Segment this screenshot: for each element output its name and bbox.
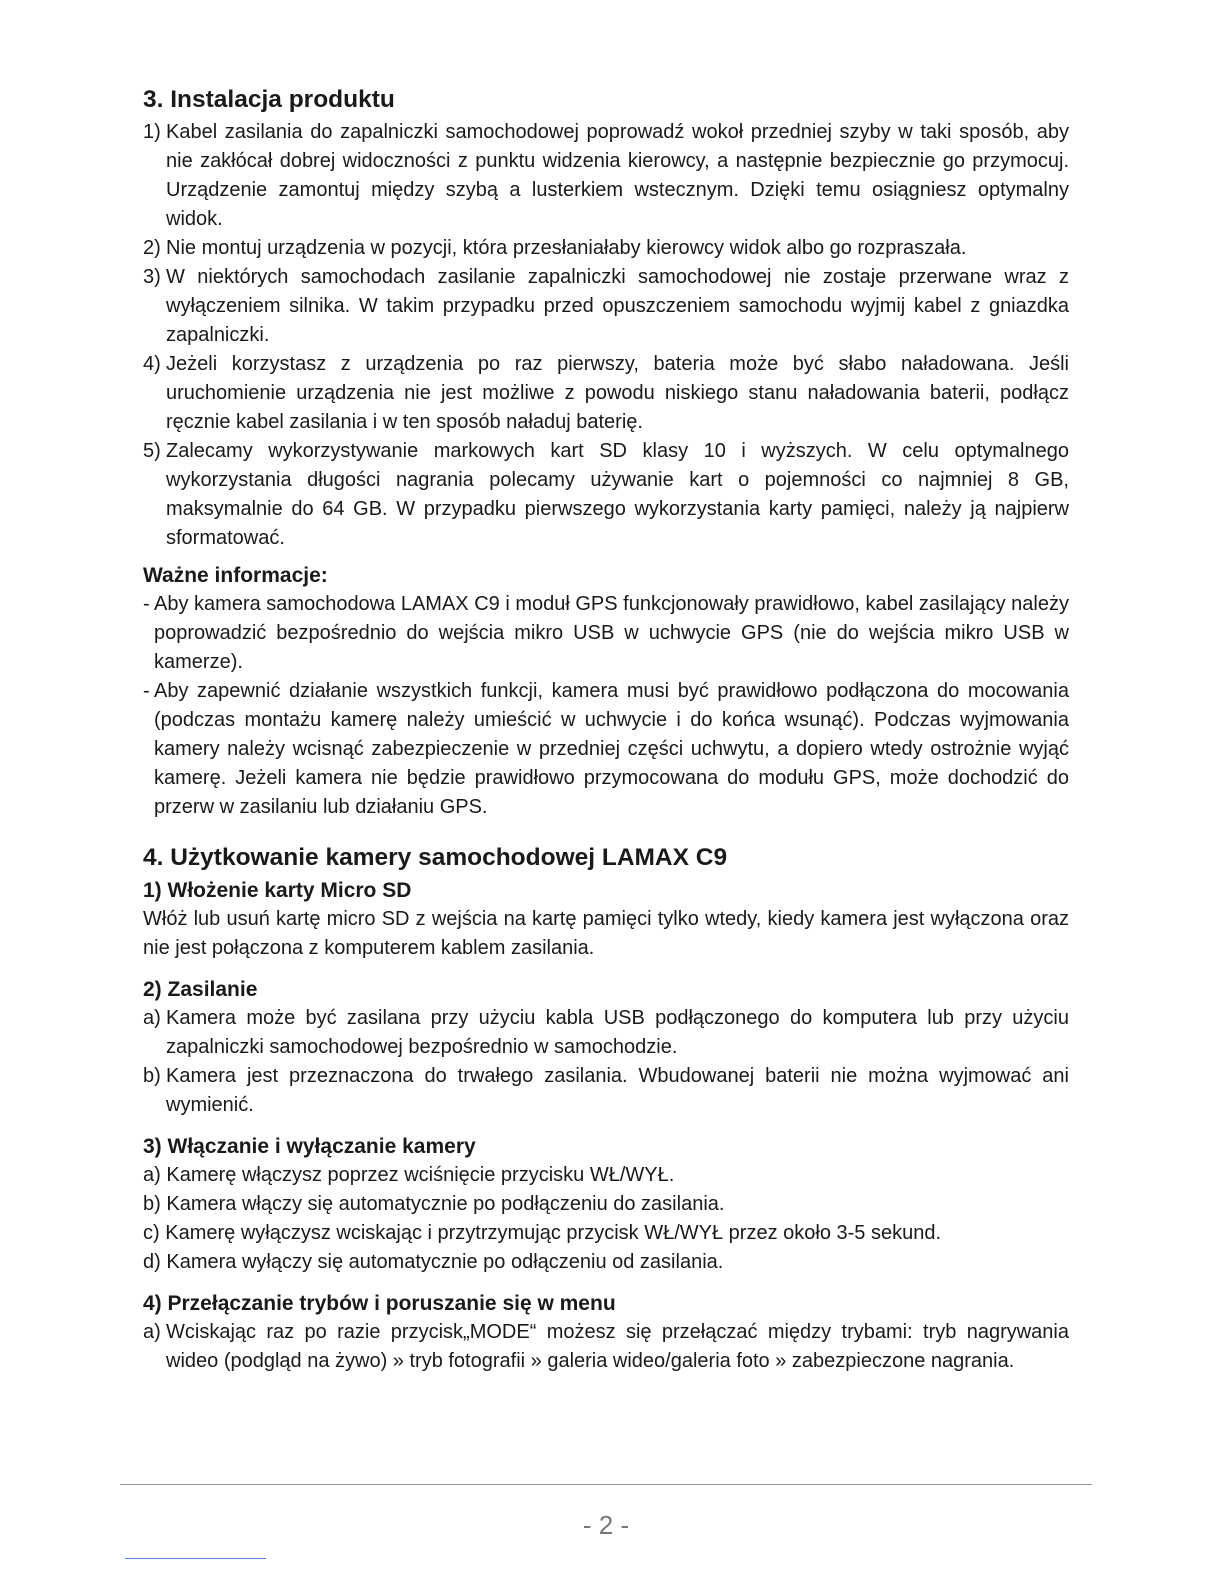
list-item bbox=[143, 118, 1069, 234]
list-text: Aby kamera samochodowa LAMAX C9 i moduł GPS funkcjonowały prawidłowo, kabel zasilający należy poprowadzić bezpośrednio do wejścia mikro USB w uchwycie GPS (nie do wejścia mikro USB w kamerze). bbox=[154, 593, 1069, 673]
section-4-title: 4. Użytkowanie kamery samochodowej LAMAX C9 bbox=[143, 844, 728, 871]
list-item bbox=[143, 1161, 1069, 1190]
list-marker: a) bbox=[143, 1164, 161, 1186]
list-text: Jeżeli korzystasz z urządzenia po raz pierwszy, bateria może być słabo naładowana. Jeśli uruchomienie urządzenia nie jest możliwe z powodu niskiego stanu naładowania baterii, podłącz ręcznie kabel zasilania i w ten sposób naładuj baterię. bbox=[166, 353, 1069, 433]
list-marker: c) bbox=[143, 1222, 160, 1244]
list-text: Kamera włączy się automatycznie po podłączeniu do zasilania. bbox=[166, 1193, 725, 1215]
list-marker: 5) bbox=[143, 440, 161, 462]
list-marker: - bbox=[143, 680, 150, 702]
subsection-title: 3) Włączanie i wyłączanie kamery bbox=[143, 1135, 476, 1158]
list-marker: 1) bbox=[143, 121, 161, 143]
list-item bbox=[143, 1062, 1069, 1120]
list-text: W niektórych samochodach zasilanie zapalniczki samochodowej nie zostaje przerwane wraz z wyłączeniem silnika. W takim przypadku przed opuszczeniem samochodu wyjmij kabel z gniazdka zapalniczki. bbox=[166, 266, 1069, 346]
list-item bbox=[143, 1004, 1069, 1062]
footer-divider bbox=[120, 1484, 1092, 1485]
list-item bbox=[143, 263, 1069, 350]
list-text: Kamera wyłączy się automatycznie po odłączeniu od zasilania. bbox=[166, 1251, 724, 1273]
list-marker: a) bbox=[143, 1321, 161, 1343]
list-item bbox=[143, 1219, 1069, 1248]
page-number: - 2 - bbox=[582, 1510, 630, 1540]
document-page bbox=[143, 84, 1069, 1376]
list-text: Kabel zasilania do zapalniczki samochodowej poprowadź wokoł przedniej szyby w taki sposób, aby nie zakłócał dobrej widoczności z punktu widzenia kierowcy, a następnie bezpiecznie go przymocuj. Urządzenie zamontuj między szybą a lusterkiem wstecznym. Dzięki temu osiągniesz optymalny widok. bbox=[166, 121, 1069, 230]
list-item bbox=[143, 590, 1069, 677]
list-marker: d) bbox=[143, 1251, 161, 1273]
section-3-title: 3. Instalacja produktu bbox=[143, 86, 395, 113]
list-text: Zalecamy wykorzystywanie markowych kart SD klasy 10 i wyższych. W celu optymalnego wykorzystania długości nagrania polecamy używanie kart o pojemności co najmniej 8 GB, maksymalnie do 64 GB. W przypadku pierwszego wykorzystania karty pamięci, należy ją najpierw sformatować. bbox=[166, 440, 1069, 549]
list-text: Kamera może być zasilana przy użyciu kabla USB podłączonego do komputera lub przy użyciu zapalniczki samochodowej bezpośrednio w samochodzie. bbox=[166, 1007, 1069, 1058]
list-text: Kamerę włączysz poprzez wciśnięcie przycisku WŁ/WYŁ. bbox=[166, 1164, 675, 1186]
list-text: Aby zapewnić działanie wszystkich funkcji, kamera musi być prawidłowo podłączona do mocowania (podczas montażu kamerę należy umieścić w uchwycie i do końca wsunąć). Podczas wyjmowania kamery należy wcisnąć zabezpieczenie w przedniej części uchwytu, a dopiero wtedy ostrożnie wyjąć kamerę. Jeżeli kamera nie będzie prawidłowo przymocowana do modułu GPS, może dochodzić do przerw w zasilaniu lub działaniu GPS. bbox=[154, 680, 1069, 818]
subsection-title: 4) Przełączanie trybów i poruszanie się w menu bbox=[143, 1292, 616, 1315]
list-marker: - bbox=[143, 593, 150, 615]
list-item bbox=[143, 1248, 1069, 1277]
list-item bbox=[143, 234, 1069, 263]
list-marker: a) bbox=[143, 1007, 161, 1029]
list-marker: b) bbox=[143, 1065, 161, 1087]
list-item bbox=[143, 437, 1069, 553]
list-text: Wciskając raz po razie przycisk„MODE“ możesz się przełączać między trybami: tryb nagrywania wideo (podgląd na żywo) » tryb fotografii » galeria wideo/galeria foto » zabezpieczone nagrania. bbox=[166, 1321, 1069, 1372]
list-item bbox=[143, 350, 1069, 437]
footnote-rule bbox=[125, 1558, 266, 1559]
list-marker: 2) bbox=[143, 237, 161, 259]
subsection-title: 1) Włożenie karty Micro SD bbox=[143, 879, 412, 902]
important-heading: Ważne informacje: bbox=[143, 564, 328, 587]
list-text: Kamerę wyłączysz wciskając i przytrzymując przycisk WŁ/WYŁ przez około 3-5 sekund. bbox=[165, 1222, 942, 1244]
list-item bbox=[143, 1318, 1069, 1376]
list-marker: b) bbox=[143, 1193, 161, 1215]
list-text: Nie montuj urządzenia w pozycji, która przesłaniałaby kierowcy widok albo go rozpraszała. bbox=[166, 237, 967, 259]
list-item bbox=[143, 1190, 1069, 1219]
list-marker: 3) bbox=[143, 266, 161, 288]
paragraph: Włóż lub usuń kartę micro SD z wejścia na kartę pamięci tylko wtedy, kiedy kamera jest wyłączona oraz nie jest połączona z komputerem kablem zasilania. bbox=[143, 908, 1069, 959]
list-item bbox=[143, 677, 1069, 822]
list-text: Kamera jest przeznaczona do trwałego zasilania. Wbudowanej baterii nie można wyjmować ani wymienić. bbox=[166, 1065, 1069, 1116]
subsection-title: 2) Zasilanie bbox=[143, 978, 258, 1001]
list-marker: 4) bbox=[143, 353, 161, 375]
